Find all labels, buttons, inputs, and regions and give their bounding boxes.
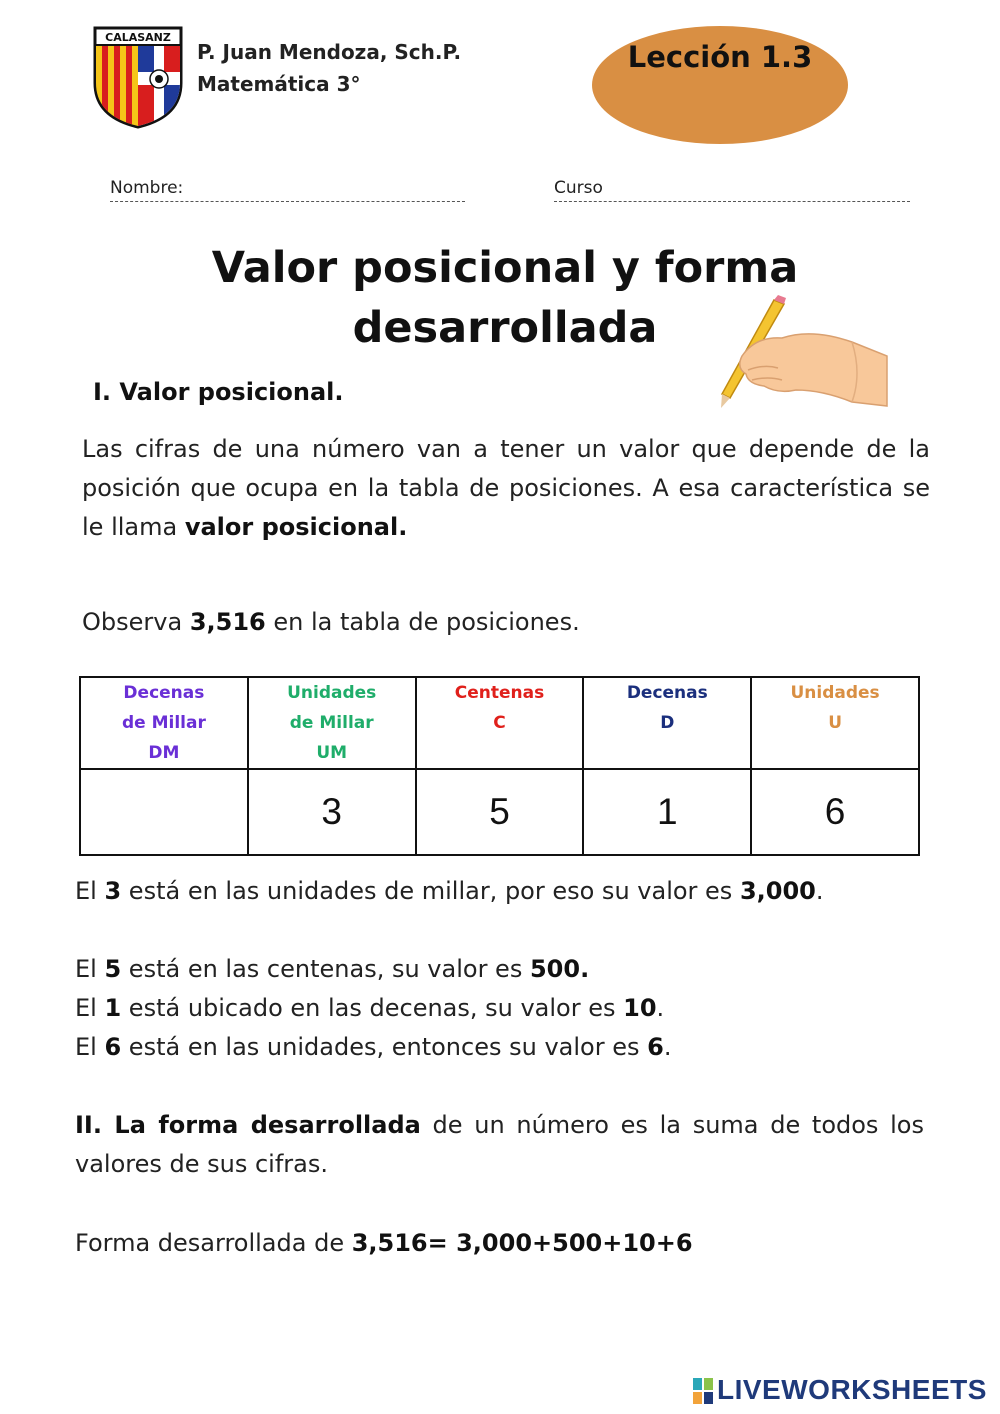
header-line: Decenas (626, 683, 708, 703)
table-header-cell (416, 677, 584, 769)
header-line: C (493, 713, 506, 733)
table-value-row (80, 769, 919, 855)
text: El (75, 1033, 105, 1061)
explanation-thousands (75, 872, 924, 911)
section-2-paragraph (75, 1106, 924, 1184)
lesson-number: Lección 1.3 (627, 40, 813, 74)
table-value-cell: 1 (583, 769, 751, 855)
title-line-1: Valor posicional y forma (211, 243, 799, 293)
course-field[interactable] (554, 201, 910, 202)
section-1-heading: I. Valor posicional. (93, 378, 344, 406)
explanation-hundreds (75, 950, 589, 989)
digit: 3 (104, 877, 122, 905)
observe-line (82, 603, 580, 642)
expanded-form-line (75, 1224, 693, 1263)
table-value-cell (80, 769, 248, 855)
hand-pencil-illustration (712, 294, 892, 412)
header-line: U (828, 713, 842, 733)
observe-prefix: Observa (82, 608, 190, 636)
text: El (75, 994, 105, 1022)
table-header-cell (583, 677, 751, 769)
text: está en las centenas, su valor es (121, 955, 530, 983)
header-line: D (660, 713, 675, 733)
text: . (815, 877, 824, 905)
text: . (663, 1033, 672, 1061)
table-header-row (80, 677, 919, 769)
header-line: DM (148, 743, 180, 763)
section-2-heading: II. La forma desarrollada (75, 1111, 421, 1139)
header-line: Unidades (287, 683, 377, 703)
section-2-text: de un número es la suma de todos los valores de sus cifras. (75, 1111, 924, 1178)
text: está en las unidades, entonces su valor es (121, 1033, 648, 1061)
expanded-form-label: Forma desarrollada de (75, 1229, 352, 1257)
school-crest-logo (92, 25, 184, 129)
definition-term: valor posicional. (184, 513, 408, 541)
crest-text: CALASANZ (105, 31, 171, 44)
table-header-cell (248, 677, 416, 769)
value: 500. (529, 955, 590, 983)
title-line-2: desarrollada (352, 303, 658, 353)
observe-suffix: en la tabla de posiciones. (265, 608, 580, 636)
explanation-units (75, 1028, 671, 1067)
observe-number: 3,516 (189, 608, 266, 636)
text: El (75, 877, 105, 905)
text: está ubicado en las decenas, su valor es (121, 994, 624, 1022)
header-line: de Millar (121, 713, 206, 733)
place-value-table (79, 676, 920, 856)
course-label: Curso (554, 178, 603, 198)
value: 6 (647, 1033, 664, 1061)
text: El (75, 955, 105, 983)
header-line: Centenas (454, 683, 545, 703)
header-line: de Millar (289, 713, 374, 733)
header-line: Decenas (123, 683, 205, 703)
name-label: Nombre: (110, 178, 184, 198)
table-value-cell: 3 (248, 769, 416, 855)
table-header-cell (751, 677, 919, 769)
course-subject: Matemática 3° (197, 72, 361, 96)
definition-text: Las cifras de una número van a tener un valor que depende de la posición que ocupa en la tabla de posiciones. A esa característica se le llama (82, 435, 930, 541)
lesson-badge (592, 26, 848, 144)
value: 10 (623, 994, 657, 1022)
header-line: Unidades (790, 683, 880, 703)
liveworksheets-wordmark: LIVEWORKSHEETS (717, 1374, 987, 1405)
liveworksheets-icon (693, 1378, 715, 1406)
digit: 5 (104, 955, 122, 983)
header-line: UM (316, 743, 348, 763)
table-value-cell: 6 (751, 769, 919, 855)
text: está en las unidades de millar, por eso su valor es (121, 877, 740, 905)
text: . (656, 994, 665, 1022)
expanded-form-equation: 3,516= 3,000+500+10+6 (351, 1229, 693, 1257)
digit: 1 (104, 994, 122, 1022)
table-header-cell (80, 677, 248, 769)
definition-paragraph (82, 430, 930, 547)
explanation-tens (75, 989, 664, 1028)
teacher-name: P. Juan Mendoza, Sch.P. (197, 40, 462, 64)
name-field[interactable] (110, 201, 465, 202)
digit: 6 (104, 1033, 122, 1061)
table-value-cell: 5 (416, 769, 584, 855)
value: 3,000 (739, 877, 816, 905)
